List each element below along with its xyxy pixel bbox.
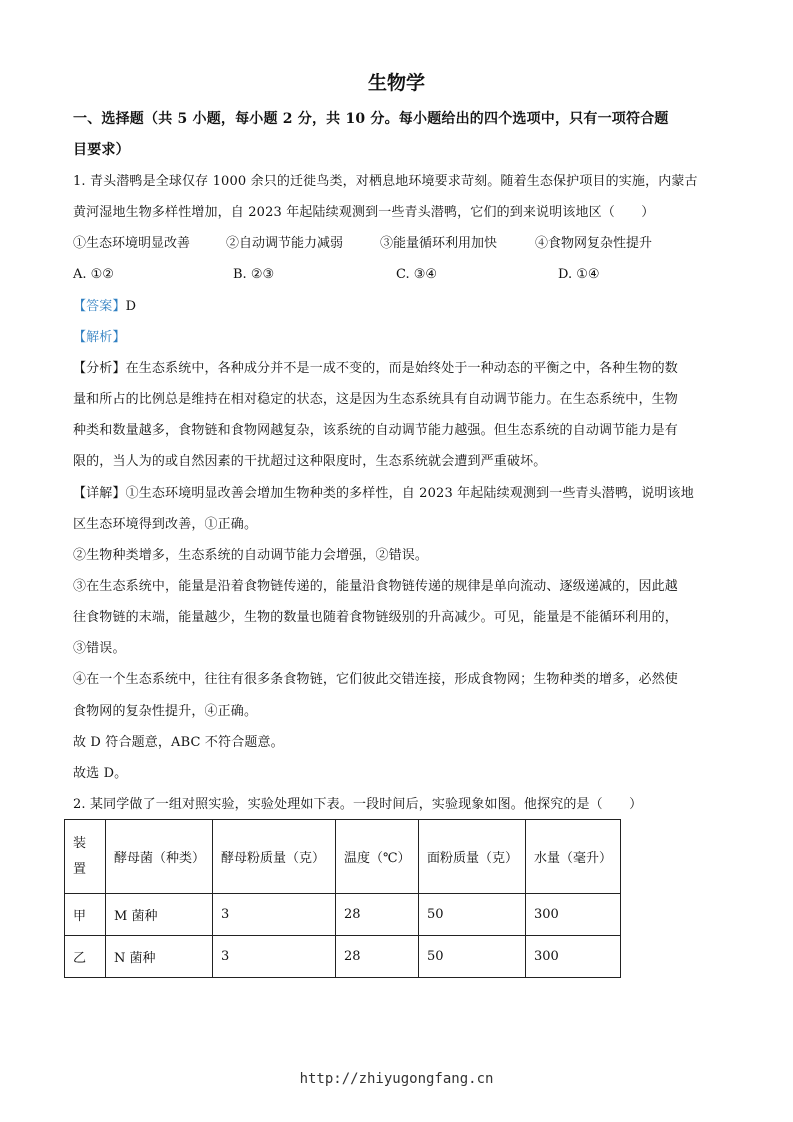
table-cell: 300 [526, 936, 621, 978]
table-cell: 50 [419, 894, 526, 936]
header-yeast-type: 酵母菌（种类） [106, 820, 213, 894]
table-cell: N 菌种 [106, 936, 213, 978]
table-cell: 28 [336, 894, 419, 936]
table-row [65, 936, 621, 978]
detail-line-8: 食物网的复杂性提升，④正确。 [73, 704, 258, 719]
detail-line-7: ④在一个生态系统中，往往有很多条食物链，它们彼此交错连接，形成食物网；生物种类的增多，必然使 [73, 672, 678, 687]
section-heading [73, 104, 728, 166]
detail-line-9: 故 D 符合题意，ABC 不符合题意。 [73, 735, 284, 750]
answer-tag: 【答案】 [73, 299, 126, 314]
q1-answer [73, 297, 733, 317]
table-cell: 300 [526, 894, 621, 936]
detail-line-1: 【详解】①生态环境明显改善会增加生物种类的多样性，自 2023 年起陆续观测到一些青头潜鸭，说明该地 [73, 486, 694, 501]
header-water: 水量（毫升） [526, 820, 621, 894]
table-cell: 50 [419, 936, 526, 978]
q1-stem-line-2: 黄河湿地生物多样性增加，自 2023 年起陆续观测到一些青头潜鸭，它们的到来说明该地区（ ） [73, 205, 655, 220]
experiment-table [64, 819, 621, 978]
header-flour-mass: 面粉质量（克） [419, 820, 526, 894]
analysis-line-4: 限的，当人为的或自然因素的干扰超过这种限度时，生态系统就会遭到严重破坏。 [73, 454, 547, 469]
q1-option-a: A. ①② [73, 267, 114, 282]
detail-line-6: ③错误。 [73, 641, 126, 656]
detail-line-2: 区生态环境得到改善，①正确。 [73, 517, 258, 532]
table-cell: 3 [213, 894, 336, 936]
section-heading-line-1: 一、选择题（共 5 小题，每小题 2 分，共 10 分。每小题给出的四个选项中，只有一项符合题 [73, 111, 669, 127]
detail-line-10: 故选 D。 [73, 766, 128, 781]
header-device: 装 置 [65, 820, 106, 894]
section-heading-line-2: 目要求） [73, 142, 130, 158]
table-cell: 28 [336, 936, 419, 978]
q1-option-d: D. ①④ [558, 267, 600, 282]
q1-statement-3: ③能量循环利用加快 [380, 236, 498, 251]
table-cell: 乙 [65, 936, 106, 978]
q1-statement-4: ④食物网复杂性提升 [535, 236, 653, 251]
analysis-tag: 【解析】 [73, 330, 126, 345]
analysis-line-3: 种类和数量越多，食物链和食物网越复杂，该系统的自动调节能力越强。但生态系统的自动调节能力是有 [73, 423, 678, 438]
q1-statement-2: ②自动调节能力减弱 [226, 236, 344, 251]
q1-statement-1: ①生态环境明显改善 [73, 236, 191, 251]
page-title: 生物学 [367, 72, 425, 94]
q2-stem: 2. 某同学做了一组对照实验，实验处理如下表。一段时间后，实验现象如图。他探究的是（ ） [73, 797, 643, 812]
q1-option-b: B. ②③ [233, 267, 275, 282]
footer-url: http://zhiyugongfang.cn [299, 1071, 494, 1087]
detail-line-5: 往食物链的末端，能量越少，生物的数量也随着食物链级别的升高减少。可见，能量是不能循环利用的， [73, 610, 678, 625]
analysis-line-1: 【分析】在生态系统中，各种成分并不是一成不变的，而是始终处于一种动态的平衡之中，各种生物的数 [73, 361, 678, 376]
analysis-line-2: 量和所占的比例总是维持在相对稳定的状态，这是因为生态系统具有自动调节能力。在生态系统中，生物 [73, 392, 678, 407]
detail-line-4: ③在生态系统中，能量是沿着食物链传递的，能量沿食物链传递的规律是单向流动、逐级递减的，因此越 [73, 579, 678, 594]
table-row [65, 894, 621, 936]
q1-stem-line-1: 1. 青头潜鸭是全球仅存 1000 余只的迁徙鸟类，对栖息地环境要求苛刻。随着生态保护项目的实施，内蒙古 [73, 174, 698, 189]
answer-value: D [125, 299, 137, 314]
header-yeast-mass: 酵母粉质量（克） [213, 820, 336, 894]
table-cell: 甲 [65, 894, 106, 936]
table-cell: M 菌种 [106, 894, 213, 936]
header-temperature: 温度（℃） [336, 820, 419, 894]
table-header-row [65, 820, 621, 894]
q1-option-c: C. ③④ [396, 267, 438, 282]
table-cell: 3 [213, 936, 336, 978]
detail-line-3: ②生物种类增多，生态系统的自动调节能力会增强，②错误。 [73, 548, 429, 563]
